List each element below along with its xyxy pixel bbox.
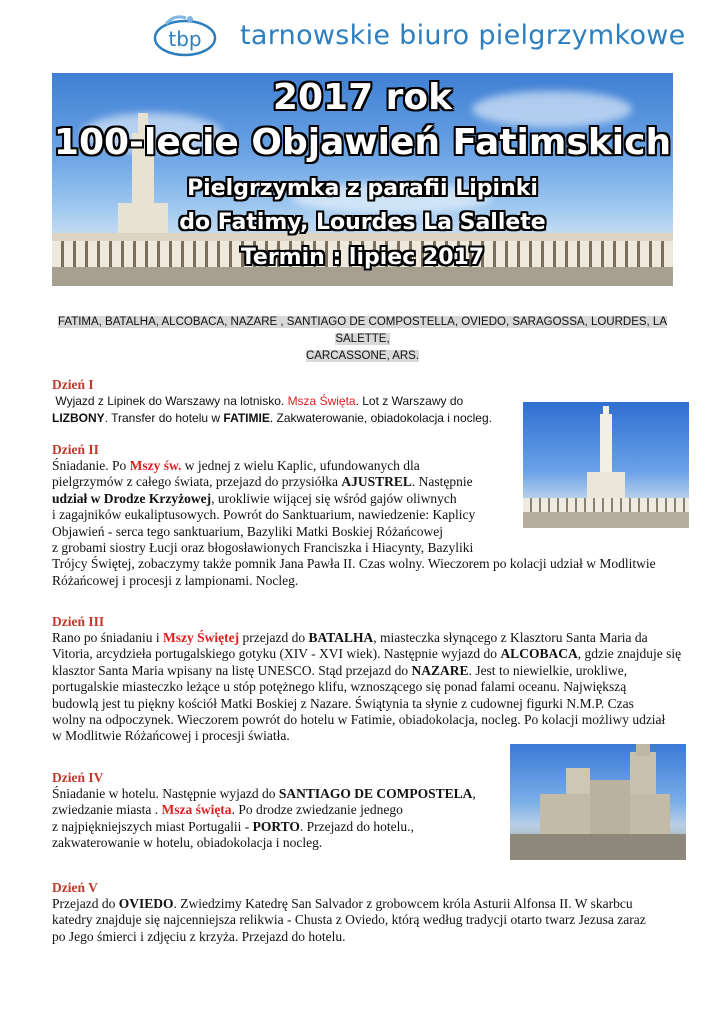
day-5-title: Dzień V bbox=[52, 880, 98, 895]
banner-subtitle-1: Pielgrzymka z parafii Lipinki bbox=[187, 176, 538, 201]
banner-year: 2017 rok bbox=[272, 77, 453, 118]
tbp-logo bbox=[152, 14, 218, 58]
route-line-2: CARCASSONE, ARS. bbox=[305, 350, 420, 362]
svg-text:tbp: tbp bbox=[168, 27, 202, 51]
day-3-title: Dzień III bbox=[52, 614, 105, 629]
banner-subtitle-2: do Fatimy, Lourdes La Sallete bbox=[179, 210, 546, 235]
route-list bbox=[52, 314, 673, 365]
banner-headline: 100-lecie Objawień Fatimskich bbox=[53, 122, 672, 163]
day-3-text: Rano po śniadaniu i Mszy Świętej przejazd do BATALHA, miasteczka słynącego z Klasztoru Santa Maria da Vitoria, arcydzieła portugalskiego gotyku (XIV - XVI wiek). Następnie wyjazd do ALCOBACA, gdzie znajduje się klasztor Santa Maria wpisany na listę UNESCO. Stąd przejazd do NAZARE. Jest to niewielkie, urokliwe, portugalskie miasteczko leżące u stóp potężnego klifu, wznoszącego się ponad falami oceanu. Największą budowlą jest tu piękny kościół Matki Boskiej z Nazare. Świątynia ta słynie z cudownej figurki N.M.P. Czas wolny na odpoczynek. Wieczorem powrót do hotelu w Fatimie, obiadokolacja, nocleg. Po kolacji możliwy udział w Modlitwie Różańcowej i procesji światła. bbox=[52, 630, 682, 744]
santiago-cathedral-photo bbox=[510, 744, 686, 860]
day-2-text: Śniadanie. Po Mszy św. w jednej z wielu Kaplic, ufundowanych dla pielgrzymów z całego świata, przejazd do przysiółka AJUSTREL. Następnie udział w Drodze Krzyżowej, urokliwie wijącej się wśród gajów oliwnych i zagajników eukaliptusowych. Powrót do Sanktuarium, nawiedzenie: Kaplicy Objawień - serca tego sanktuarium, Bazyliki Matki Boskiej Różańcowej z grobami siostry Łucji oraz błogosławionych Franciszka i Hiacynty, Bazyliki Trójcy Świętej, zobaczymy także pomnik Jana Pawła II. Czas wolny. Wieczorem po kolacji udział w Modlitwie Różańcowej i procesji z lampionami. Nocleg. bbox=[52, 458, 656, 588]
day-4-text: Śniadanie w hotelu. Następnie wyjazd do SANTIAGO DE COMPOSTELA, zwiedzanie miasta . Msza święta. Po drodze zwiedzanie jednego z najpiękniejszych miast Portugalii - PORTO. Przejazd do hotelu., zakwaterowanie w hotelu, obiadokolacja i nocleg. bbox=[52, 786, 476, 851]
fatima-banner bbox=[52, 73, 673, 286]
banner-date: Termin : lipiec 2017 bbox=[240, 245, 485, 270]
day-1-title: Dzień I bbox=[52, 377, 94, 392]
route-line-1: FATIMA, BATALHA, ALCOBACA, NAZARE , SANTIAGO DE COMPOSTELLA, OVIEDO, SARAGOSSA, LOURDES, LA SALETTE, bbox=[57, 316, 667, 345]
agency-name: tarnowskie biuro pielgrzymkowe bbox=[240, 20, 686, 51]
day-5-text: Przejazd do OVIEDO. Zwiedzimy Katedrę San Salvador z grobowcem króla Asturii Alfonsa II. W skarbcu katedry znajduje się najcenniejsza relikwia - Chusta z Oviedo, którą według tradycji otarto twarz Jezusa zaraz po Jego śmierci i zdjęciu z krzyża. Przejazd do hotelu. bbox=[52, 896, 646, 944]
day-4-title: Dzień IV bbox=[52, 770, 104, 785]
day-1-text: Wyjazd z Lipinek do Warszawy na lotnisko. Msza Święta. Lot z Warszawy do LIZBONY. Transfer do hotelu w FATIMIE. Zakwaterowanie, obiadokolacja i nocleg. bbox=[52, 394, 492, 425]
day-2-title: Dzień II bbox=[52, 442, 99, 457]
